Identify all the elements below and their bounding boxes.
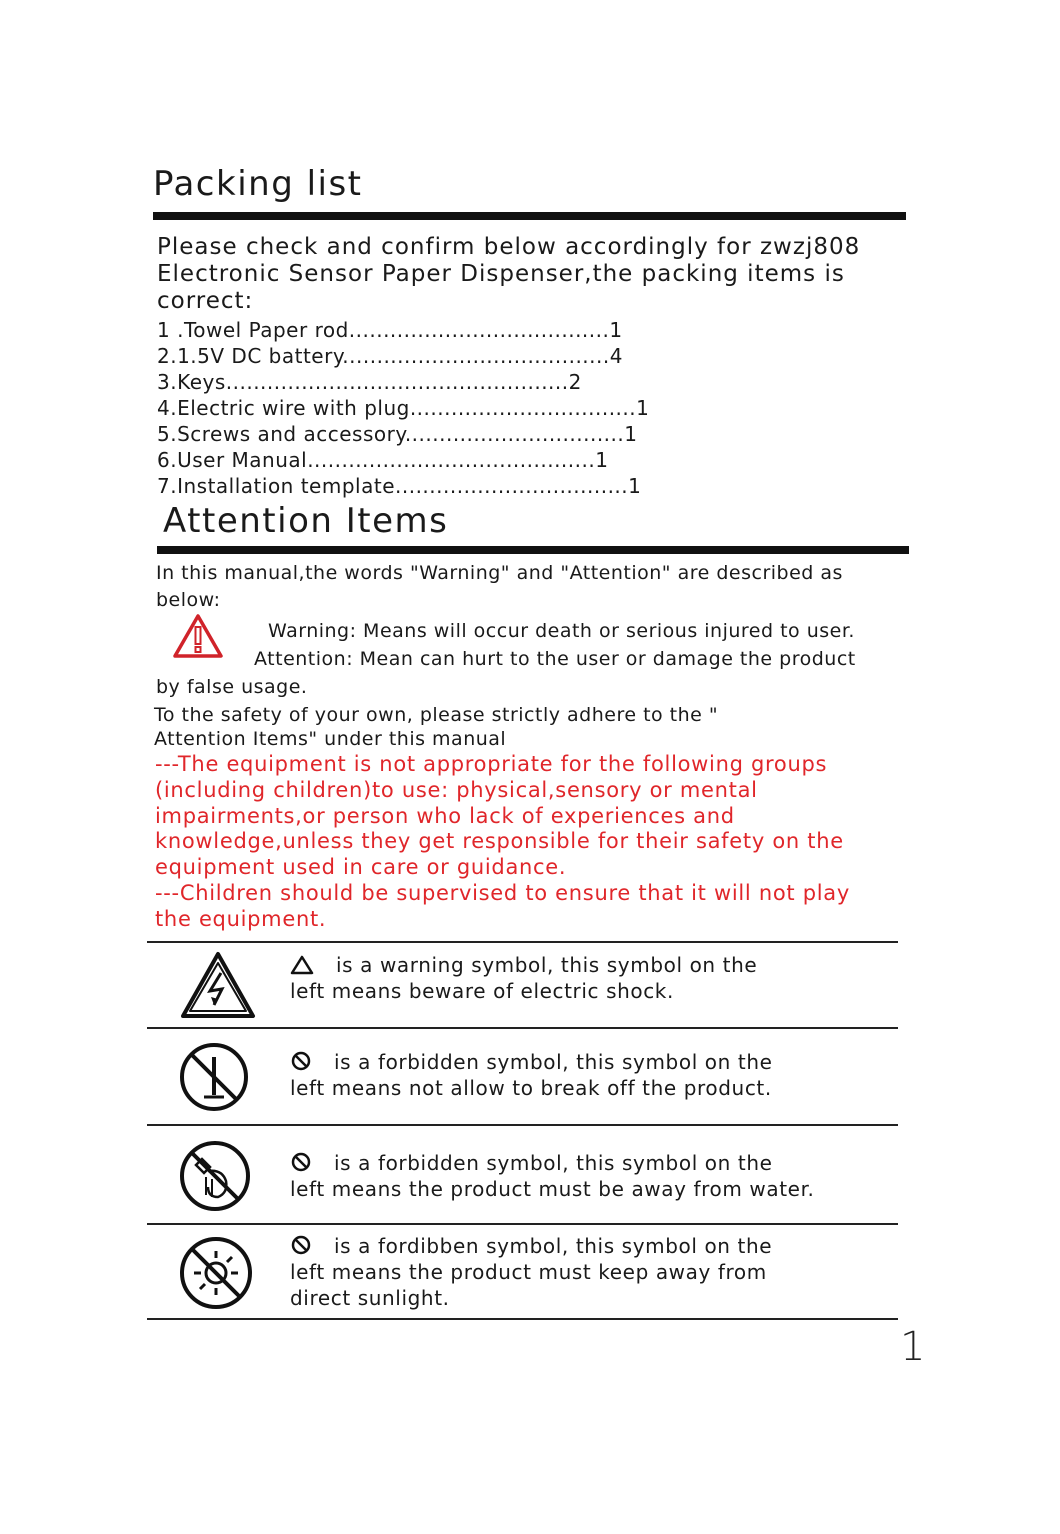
attention-items-title: Attention Items: [163, 501, 449, 541]
symbol-table-rule: [147, 941, 898, 943]
symbol-description-line: left means not allow to break off the product.: [290, 1076, 772, 1100]
packing-item: 4.Electric wire with plug.................................1: [157, 396, 650, 420]
packing-intro: [157, 234, 860, 315]
packing-item: 5.Screws and accessory................................1: [157, 422, 638, 446]
symbol-description-line: is a forbidden symbol, this symbol on the: [290, 1049, 773, 1075]
symbol-description-line: is a forbidden symbol, this symbol on the: [290, 1150, 815, 1176]
no-disassembly-icon: [178, 1041, 250, 1113]
symbol-table-rule: [147, 1318, 898, 1320]
symbol-description: [290, 1049, 773, 1101]
attention-definition-continued: by false usage.: [156, 676, 308, 698]
attention-definition: Attention: Mean can hurt to the user or damage the product: [254, 648, 856, 670]
symbol-description: [290, 952, 757, 1004]
red-notice: [155, 752, 850, 933]
symbol-description-line: is a fordibben symbol, this symbol on the: [290, 1233, 772, 1259]
packing-title-rule: [153, 212, 906, 220]
attention-title-rule: [157, 546, 909, 554]
forbidden-icon: [290, 1234, 312, 1256]
red-notice-line: equipment used in care or guidance.: [155, 855, 567, 880]
symbol-description-line: left means the product must keep away from: [290, 1260, 767, 1284]
packing-list-title: Packing list: [153, 164, 363, 204]
symbol-description-line: left means beware of electric shock.: [290, 979, 674, 1003]
red-notice-line: ---Children should be supervised to ensure that it will not play: [155, 880, 850, 905]
red-notice-line: the equipment.: [155, 906, 327, 931]
no-water-icon: [178, 1139, 252, 1213]
warning-triangle-icon: [172, 613, 224, 659]
attention-intro-line: below:: [156, 589, 221, 611]
symbol-table-rule: [147, 1124, 898, 1126]
symbol-description-line: left means the product must be away from water.: [290, 1177, 815, 1201]
symbol-table-rule: [147, 1027, 898, 1029]
no-sunlight-icon: [178, 1235, 254, 1311]
packing-item: 2.1.5V DC battery.......................................4: [157, 344, 623, 368]
safety-line: To the safety of your own, please strictly adhere to the ": [154, 704, 719, 726]
red-notice-line: (including children)to use: physical,sensory or mental: [155, 777, 758, 802]
symbol-description-line: direct sunlight.: [290, 1286, 450, 1310]
page-number: 1: [900, 1324, 926, 1370]
warning-triangle-icon: [290, 955, 314, 975]
symbol-description: [290, 1150, 815, 1202]
packing-item: 3.Keys..................................................2: [157, 370, 582, 394]
red-notice-line: ---The equipment is not appropriate for the following groups: [155, 752, 828, 776]
forbidden-icon: [290, 1050, 312, 1072]
symbol-description-line: is a warning symbol, this symbol on the: [290, 952, 757, 978]
forbidden-icon: [290, 1151, 312, 1173]
packing-item: 1 .Towel Paper rod......................................1: [157, 318, 623, 342]
packing-intro-line: Electronic Sensor Paper Dispenser,the packing items is: [157, 261, 845, 287]
symbol-table-rule: [147, 1223, 898, 1225]
red-notice-line: impairments,or person who lack of experiences and: [155, 803, 735, 828]
packing-intro-line: correct:: [157, 288, 254, 314]
packing-item: 7.Installation template..................................1: [157, 474, 642, 498]
warning-definition: Warning: Means will occur death or serious injured to user.: [268, 620, 855, 642]
attention-intro-line: In this manual,the words "Warning" and "Attention" are described as: [156, 562, 843, 584]
electric-shock-warning-icon: [180, 951, 256, 1019]
red-notice-line: knowledge,unless they get responsible for their safety on the: [155, 829, 844, 854]
symbol-description: [290, 1233, 772, 1311]
packing-intro-line: Please check and confirm below accordingly for zwzj808: [157, 234, 861, 260]
packing-item: 6.User Manual..........................................1: [157, 448, 609, 472]
safety-line: Attention Items" under this manual: [154, 728, 507, 750]
